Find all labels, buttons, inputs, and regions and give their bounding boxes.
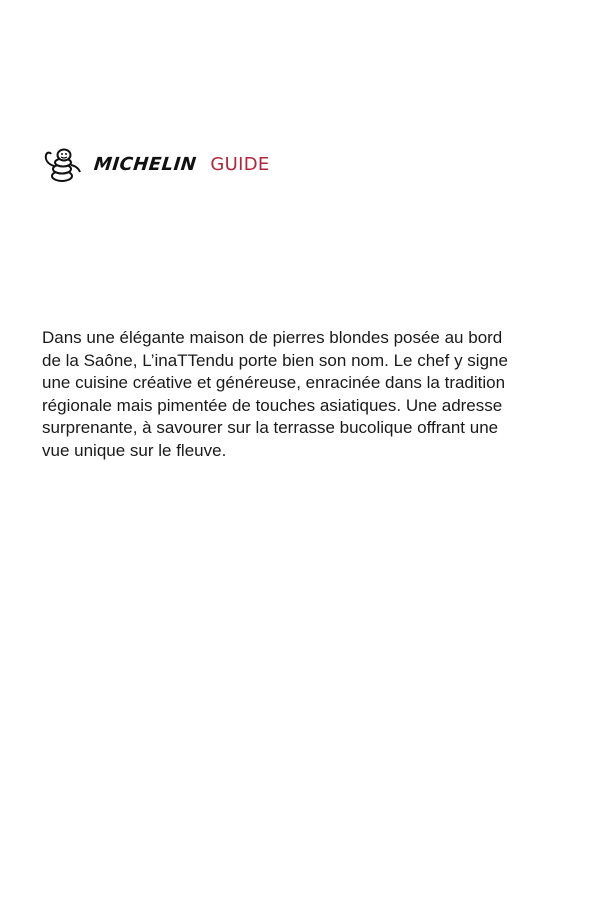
michelin-bibendum-icon (42, 144, 92, 184)
guide-label: GUIDE (210, 153, 270, 175)
michelin-guide-logo (42, 144, 270, 184)
restaurant-description: Dans une élégante maison de pierres blondes posée au bord de la Saône, L’inaTTendu porte bien son nom. Le chef y signe une cuisine créative et généreuse, enracinée dans la tradition régionale mais pimentée de touches asiatiques. Une adresse surprenante, à savourer sur la terrasse bucolique offrant une vue unique sur le fleuve. (42, 328, 508, 460)
michelin-wordmark: MICHELIN (92, 153, 198, 175)
